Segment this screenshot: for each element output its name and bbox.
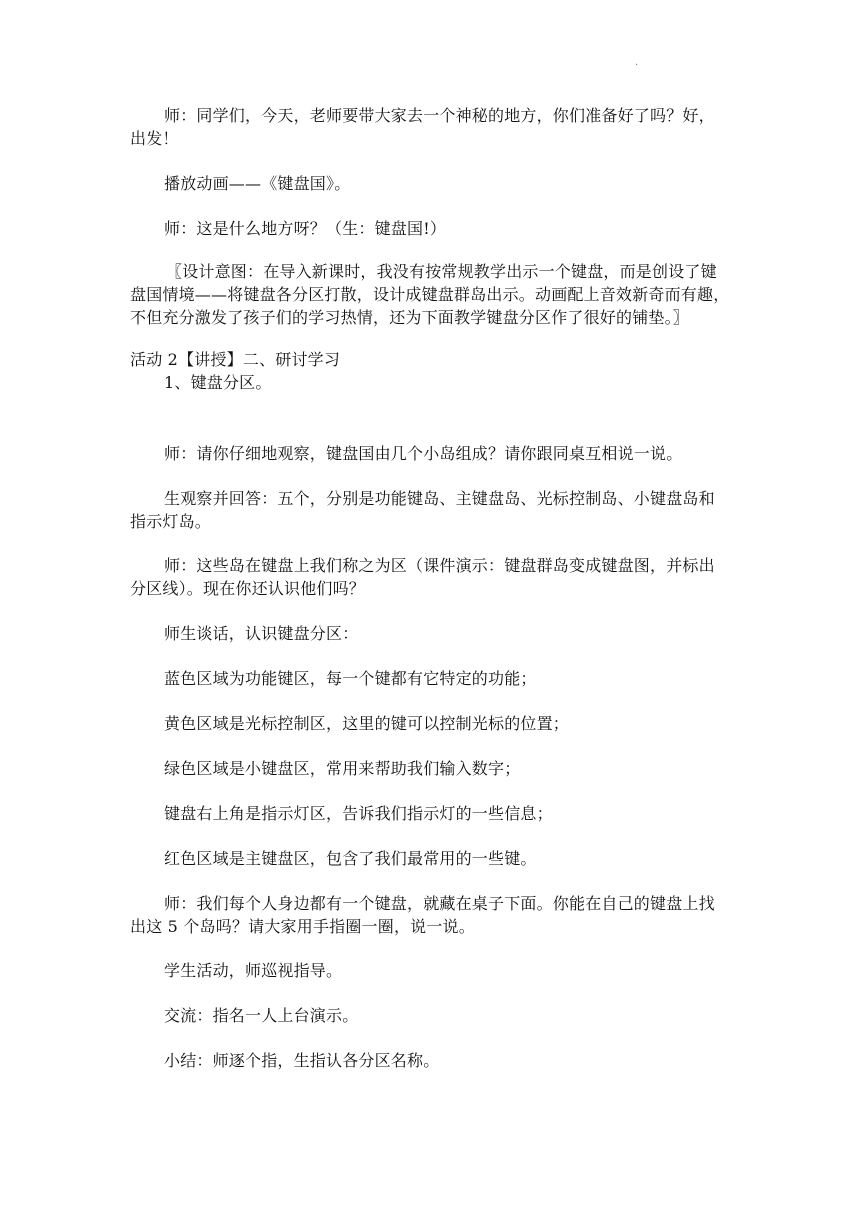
section-keyboard-zones: 1、键盘分区。 (164, 373, 272, 392)
paragraph-red-zone: 红色区域是主键盘区，包含了我们最常用的一些键。 (164, 849, 537, 868)
paragraph-zone-talk: 师生谈话，认识键盘分区： (164, 624, 359, 643)
paragraph-play-animation: 播放动画——《键盘国》。 (164, 174, 351, 193)
paragraph-teacher-intro: 师：同学们，今天，老师要带大家去一个神秘的地方，你们准备好了吗？好，出发！ (130, 106, 715, 148)
paragraph-teacher-question: 师：这是什么地方呀？（生：键盘国!） (164, 219, 447, 238)
paragraph-blue-zone: 蓝色区域为功能键区，每一个键都有它特定的功能； (164, 669, 537, 688)
activity-heading: 活动 2【讲授】二、研讨学习 (130, 350, 341, 369)
paragraph-observe-question: 师：请你仔细地观察，键盘国由几个小岛组成？请你跟同桌互相说一说。 (164, 444, 683, 463)
paragraph-green-zone: 绿色区域是小键盘区，常用来帮助我们输入数字； (164, 759, 521, 778)
paragraph-find-islands: 师：我们每个人身边都有一个键盘，就藏在桌子下面。你能在自己的键盘上找出这 5 个岛吗？请大家用手指圈一圈，说一说。 (130, 894, 715, 936)
paragraph-exchange: 交流：指名一人上台演示。 (164, 1006, 359, 1025)
paragraph-yellow-zone: 黄色区域是光标控制区，这里的键可以控制光标的位置； (164, 714, 570, 733)
paragraph-student-answer: 生观察并回答：五个，分别是功能键岛、主键盘岛、光标控制岛、小键盘岛和指示灯岛。 (130, 489, 715, 531)
paragraph-indicator-zone: 键盘右上角是指示灯区，告诉我们指示灯的一些信息； (164, 804, 553, 823)
paragraph-student-activity: 学生活动，师巡视指导。 (164, 961, 343, 980)
corner-mark: . (635, 57, 639, 68)
paragraph-summary: 小结：师逐个指，生指认各分区名称。 (164, 1051, 440, 1070)
paragraph-design-intent: 〖设计意图：在导入新课时，我没有按常规教学出示一个键盘，而是创设了键盘国情境——将键盘各分区打散，设计成键盘群岛出示。动画配上音效新奇而有趣，不但充分激发了孩子们的学习热情，还为下面教学键盘分区作了很好的铺垫。〗 (130, 262, 730, 327)
paragraph-zone-demo: 师：这些岛在键盘上我们称之为区（课件演示：键盘群岛变成键盘图，并标出分区线）。现在你还认识他们吗？ (130, 556, 715, 598)
